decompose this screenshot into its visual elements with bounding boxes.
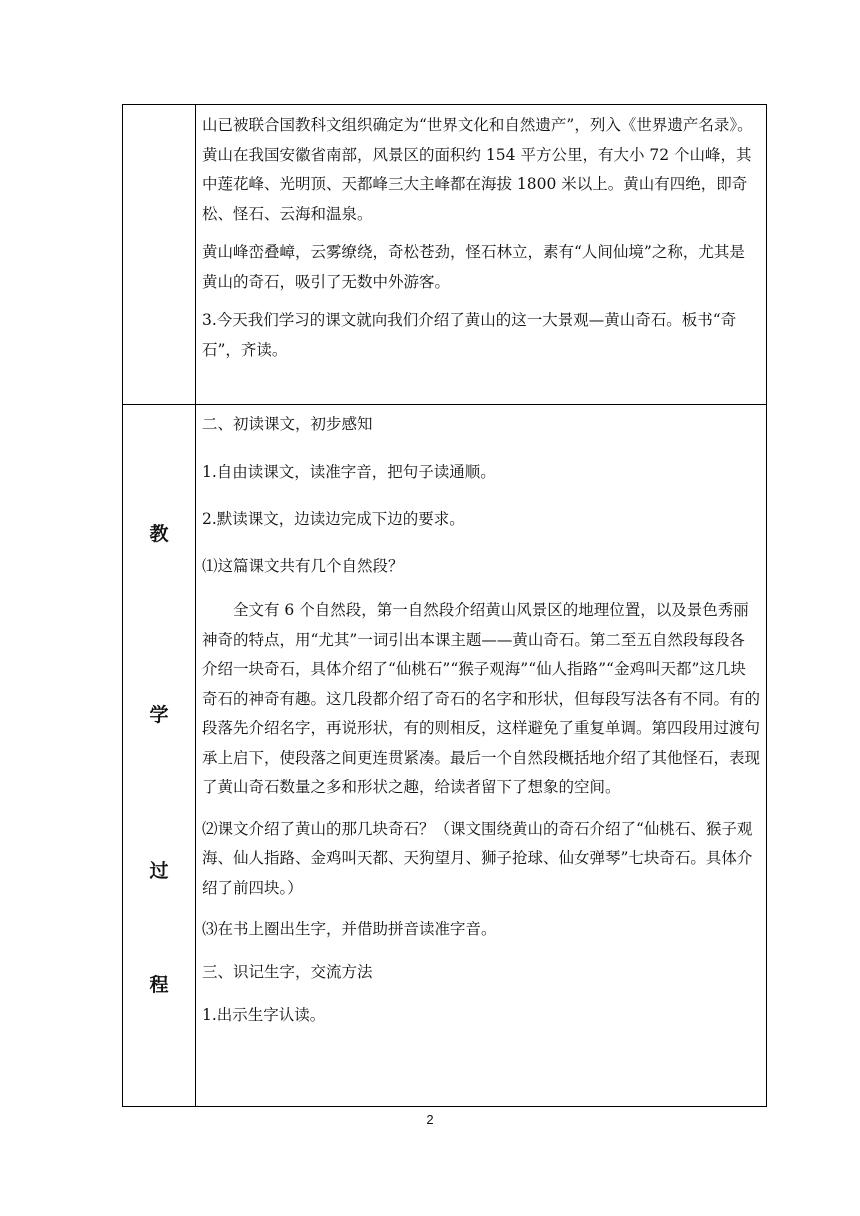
intro-paragraph-topic: 3.今天我们学习的课文就向我们介绍了黄山的这一大景观—黄山奇石。板书“奇石”，齐读。	[202, 311, 737, 359]
side-label-char-xue: 学	[149, 704, 169, 726]
side-label-char-guo: 过	[149, 860, 169, 882]
question-which-stones: ⑵课文介绍了黄山的那几块奇石？（课文围绕黄山的奇石介绍了“仙桃石、猴子观海、仙人指路、金鸡叫天都、天狗望月、狮子抢球、仙女弹琴”七块奇石。具体介绍了前四块。）	[202, 819, 753, 897]
side-label-char-cheng: 程	[149, 974, 169, 996]
step-circle-new-words: ⑶在书上圈出生字，并借助拼音读准字音。	[202, 920, 497, 938]
page-number: 2	[426, 1112, 434, 1127]
table-row-intro	[123, 105, 767, 405]
step-show-new-words: 1.出示生字认读。	[202, 1006, 326, 1024]
step-free-reading: 1.自由读课文，读准字音，把句子读通顺。	[202, 462, 496, 481]
intro-paragraph-huangshan-heritage: 山已被联合国教科文组织确定为“世界文化和自然遗产”，列入《世界遗产名录》。黄山在我国安徽省南部，风景区的面积约 154 平方公里，有大小 72 个山峰，其中莲花峰、光明顶、天都峰三大主峰都在海拔 1800 米以上。黄山有四绝，即奇松、怪石、云海和温泉。	[202, 116, 753, 223]
step-silent-reading: 2.默读课文，边读边完成下边的要求。	[202, 510, 465, 528]
process-content-cell	[196, 405, 767, 1107]
question-paragraph-count: ⑴这篇课文共有几个自然段？	[202, 556, 404, 575]
intro-paragraph-scenery: 黄山峰峦叠嶂，云雾缭绕，奇松苍劲，怪石林立，素有“人间仙境”之称，尤其是黄山的奇石，吸引了无数中外游客。	[202, 243, 745, 291]
side-label-cell-empty	[123, 105, 196, 405]
side-label-char-jiao: 教	[149, 523, 169, 545]
section-heading-first-reading: 二、初读课文，初步感知	[202, 415, 373, 433]
side-label-cell	[123, 405, 196, 1107]
answer-paragraph-summary: 全文有 6 个自然段，第一自然段介绍黄山风景区的地理位置，以及景色秀丽神奇的特点，用“尤其”一词引出本课主题——黄山奇石。第二至五自然段每段各介绍一块奇石，具体介绍了“仙桃石”“猴子观海”“仙人指路”“金鸡叫天都”这几块奇石的神奇有趣。这几段都介绍了奇石的名字和形状，但每段写法各有不同。有的段落先介绍名字，再说形状，有的则相反，这样避免了重复单调。第四段用过渡句承上启下，使段落之间更连贯紧凑。最后一个自然段概括地介绍了其他怪石，表现了黄山奇石数量之多和形状之趣，给读者留下了想象的空间。	[202, 601, 761, 796]
table-row-teaching-process	[123, 405, 767, 1107]
lesson-plan-table	[122, 104, 767, 1107]
section-heading-vocabulary: 三、识记生字，交流方法	[202, 962, 373, 981]
intro-content-cell	[196, 105, 767, 405]
side-label-column	[123, 405, 195, 1106]
